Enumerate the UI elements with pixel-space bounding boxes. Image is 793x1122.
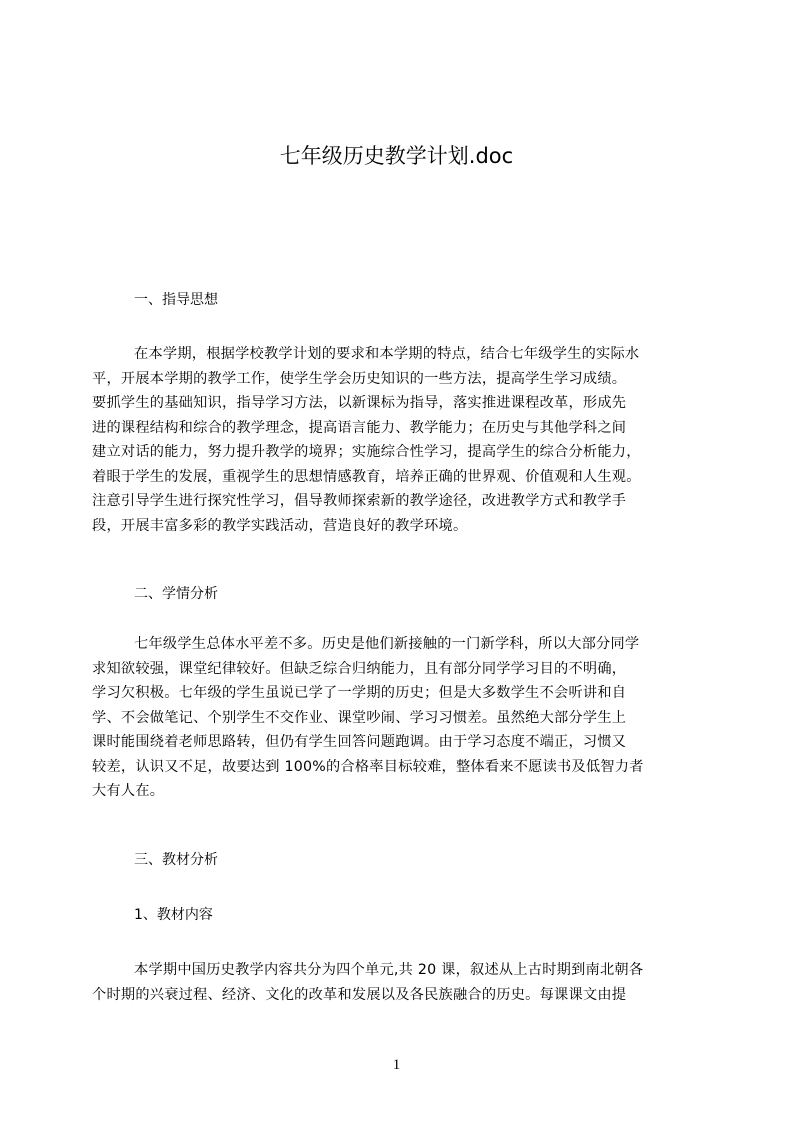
paragraph-line: 在本学期，根据学校教学计划的要求和本学期的特点，结合七年级学生的实际水 bbox=[134, 346, 640, 362]
paragraph-line: 求知欲较强，课堂纪律较好。但缺乏综合归纳能力，且有部分同学学习目的不明确， bbox=[92, 660, 627, 677]
paragraph-line: 个时期的兴衰过程、经济、文化的改革和发展以及各民族融合的历史。每课课文由提 bbox=[92, 986, 627, 1003]
paragraph-line: 注意引导学生进行探究性学习，倡导教师探索新的教学途径，改进教学方式和教学手 bbox=[92, 493, 627, 509]
paragraph-line: 段，开展丰富多彩的教学实践活动，营造良好的教学环境。 bbox=[92, 517, 468, 534]
paragraph-line: 大有人在。 bbox=[92, 783, 165, 799]
section-heading-guiding-ideology: 一、指导思想 bbox=[134, 292, 218, 308]
paragraph-line: 学、不会做笔记、个别学生不交作业、课堂吵闹、学习习惯差。虽然绝大部分学生上 bbox=[92, 709, 627, 726]
subheading-textbook-content: 1、教材内容 bbox=[134, 907, 213, 923]
paragraph-student-analysis bbox=[92, 632, 704, 804]
paragraph-textbook-content bbox=[92, 958, 704, 1007]
paragraph-line: 进的课程结构和综合的教学理念，提高语言能力、教学能力；在历史与其他学科之间 bbox=[92, 419, 627, 436]
paragraph-line: 课时能围绕着老师思路转，但仍有学生回答问题跑调。由于学习态度不端正，习惯又 bbox=[92, 734, 627, 750]
paragraph-line: 本学期中国历史教学内容共分为四个单元,共 20 课，叙述从上古时期到南北朝各 bbox=[134, 962, 644, 978]
page-number: 1 bbox=[392, 1057, 401, 1073]
paragraph-line: 要抓学生的基础知识，指导学习方法，以新课标为指导，落实推进课程改革，形成先 bbox=[92, 395, 627, 411]
paragraph-line: 较差，认识又不足，故要达到 100%的合格率目标较难，整体看来不愿读书及低智力者 bbox=[92, 758, 644, 775]
document-title: 七年级历史教学计划.doc bbox=[279, 144, 514, 168]
paragraph-line: 平，开展本学期的教学工作，使学生学会历史知识的一些方法，提高学生学习成绩。 bbox=[92, 370, 627, 387]
paragraph-line: 学习欠积极。七年级的学生虽说已学了一学期的历史；但是大多数学生不会听讲和自 bbox=[92, 685, 627, 701]
paragraph-guiding-ideology bbox=[92, 342, 704, 538]
section-heading-textbook-analysis: 三、教材分析 bbox=[134, 852, 218, 868]
paragraph-line: 建立对话的能力，努力提升教学的境界；实施综合性学习，提高学生的综合分析能力， bbox=[92, 444, 641, 460]
section-heading-student-analysis: 二、学情分析 bbox=[134, 586, 218, 602]
paragraph-line: 七年级学生总体水平差不多。历史是他们新接触的一门新学科，所以大部分同学 bbox=[134, 636, 640, 652]
paragraph-line: 着眼于学生的发展，重视学生的思想情感教育，培养正确的世界观、价值观和人生观。 bbox=[92, 468, 641, 485]
